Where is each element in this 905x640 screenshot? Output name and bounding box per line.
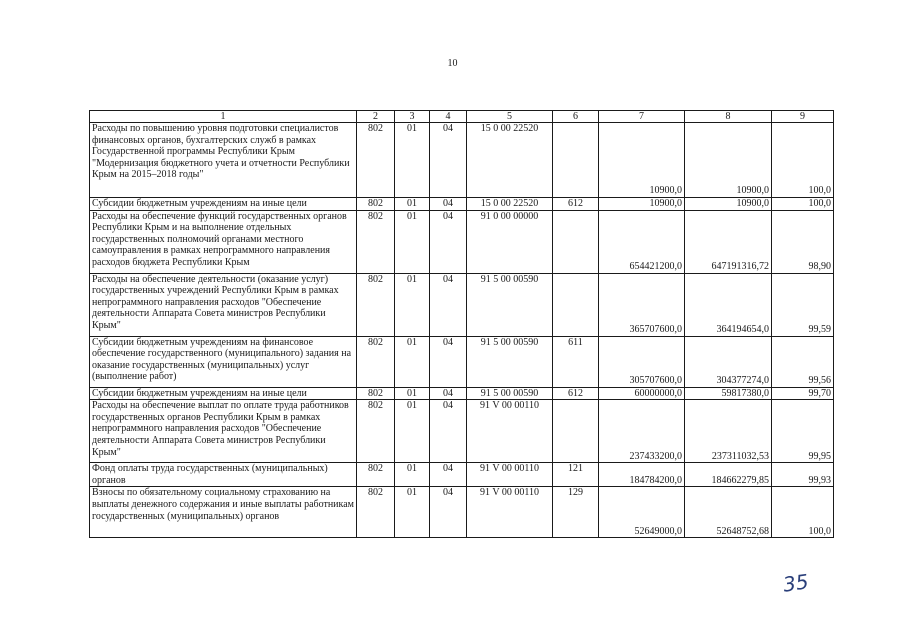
col-4-subsection: 04 [430, 336, 467, 387]
col-6-expense-type: 612 [553, 387, 599, 400]
col-5-target-article: 15 0 00 22520 [467, 123, 553, 198]
header-cell: 3 [395, 111, 430, 123]
col-4-subsection: 04 [430, 123, 467, 198]
col-4-subsection: 04 [430, 487, 467, 538]
col-4-subsection: 04 [430, 210, 467, 273]
col-2-code: 802 [357, 273, 395, 336]
col-9-percent: 99,95 [772, 400, 834, 463]
row-description: Расходы на обеспечение выплат по оплате труда работников государственных органов Республики Крым в рамках непрограммного направления расходов "Обеспечение деятельности Аппарата Совета министров Республики Крым" [90, 400, 357, 463]
handwritten-page-mark: 35 [781, 569, 810, 597]
col-7-planned: 52649000,0 [599, 487, 685, 538]
col-3-section: 01 [395, 123, 430, 198]
row-description: Расходы на обеспечение деятельности (оказание услуг) государственных учреждений Республики Крым в рамках непрограммного направления расходов "Обеспечение деятельности Аппарата Совета министров Республики Крым" [90, 273, 357, 336]
col-7-planned: 654421200,0 [599, 210, 685, 273]
row-description: Расходы по повышению уровня подготовки специалистов финансовых органов, бухгалтерских служб в рамках Государственной программы Республики Крым "Модернизация бюджетного учета и отчетности Республики Крым на 2015–2018 годы" [90, 123, 357, 198]
col-2-code: 802 [357, 123, 395, 198]
col-6-expense-type: 121 [553, 463, 599, 487]
col-8-executed: 10900,0 [685, 198, 772, 211]
header-cell: 1 [90, 111, 357, 123]
col-4-subsection: 04 [430, 400, 467, 463]
row-description: Взносы по обязательному социальному страхованию на выплаты денежного содержания и иные выплаты работникам государственных (муниципальных) органов [90, 487, 357, 538]
table-row [90, 273, 834, 336]
table-row [90, 123, 834, 198]
col-4-subsection: 04 [430, 198, 467, 211]
col-9-percent: 100,0 [772, 198, 834, 211]
col-7-planned: 305707600,0 [599, 336, 685, 387]
col-6-expense-type [553, 273, 599, 336]
col-7-planned: 237433200,0 [599, 400, 685, 463]
table-row [90, 400, 834, 463]
col-5-target-article: 91 0 00 00000 [467, 210, 553, 273]
header-cell: 7 [599, 111, 685, 123]
col-3-section: 01 [395, 463, 430, 487]
col-6-expense-type [553, 400, 599, 463]
col-5-target-article: 91 V 00 00110 [467, 487, 553, 538]
col-9-percent: 100,0 [772, 123, 834, 198]
row-description: Фонд оплаты труда государственных (муниципальных) органов [90, 463, 357, 487]
col-6-expense-type [553, 123, 599, 198]
col-8-executed: 52648752,68 [685, 487, 772, 538]
table-row [90, 336, 834, 387]
table-row [90, 210, 834, 273]
col-5-target-article: 91 V 00 00110 [467, 463, 553, 487]
col-7-planned: 60000000,0 [599, 387, 685, 400]
col-3-section: 01 [395, 487, 430, 538]
col-6-expense-type: 611 [553, 336, 599, 387]
col-4-subsection: 04 [430, 463, 467, 487]
col-8-executed: 59817380,0 [685, 387, 772, 400]
table-row [90, 387, 834, 400]
col-5-target-article: 91 5 00 00590 [467, 273, 553, 336]
col-9-percent: 100,0 [772, 487, 834, 538]
table-header-row [90, 111, 834, 123]
col-2-code: 802 [357, 487, 395, 538]
col-4-subsection: 04 [430, 387, 467, 400]
row-description: Субсидии бюджетным учреждениям на иные цели [90, 198, 357, 211]
col-9-percent: 99,56 [772, 336, 834, 387]
col-6-expense-type: 612 [553, 198, 599, 211]
col-8-executed: 364194654,0 [685, 273, 772, 336]
col-9-percent: 99,59 [772, 273, 834, 336]
col-7-planned: 10900,0 [599, 198, 685, 211]
col-2-code: 802 [357, 387, 395, 400]
budget-table [89, 110, 834, 538]
col-8-executed: 184662279,85 [685, 463, 772, 487]
col-5-target-article: 91 V 00 00110 [467, 400, 553, 463]
col-2-code: 802 [357, 400, 395, 463]
col-8-executed: 237311032,53 [685, 400, 772, 463]
col-5-target-article: 91 5 00 00590 [467, 387, 553, 400]
col-8-executed: 647191316,72 [685, 210, 772, 273]
col-3-section: 01 [395, 387, 430, 400]
col-4-subsection: 04 [430, 273, 467, 336]
col-3-section: 01 [395, 273, 430, 336]
page-number: 10 [447, 58, 458, 69]
header-cell: 2 [357, 111, 395, 123]
header-cell: 5 [467, 111, 553, 123]
col-7-planned: 184784200,0 [599, 463, 685, 487]
col-3-section: 01 [395, 210, 430, 273]
row-description: Субсидии бюджетным учреждениям на финансовое обеспечение государственного (муниципального) задания на оказание государственных (муниципальных) услуг (выполнение работ) [90, 336, 357, 387]
col-7-planned: 365707600,0 [599, 273, 685, 336]
header-cell: 8 [685, 111, 772, 123]
col-2-code: 802 [357, 210, 395, 273]
header-cell: 4 [430, 111, 467, 123]
row-description: Субсидии бюджетным учреждениям на иные цели [90, 387, 357, 400]
col-5-target-article: 91 5 00 00590 [467, 336, 553, 387]
col-7-planned: 10900,0 [599, 123, 685, 198]
col-9-percent: 99,70 [772, 387, 834, 400]
col-2-code: 802 [357, 463, 395, 487]
col-8-executed: 304377274,0 [685, 336, 772, 387]
col-9-percent: 99,93 [772, 463, 834, 487]
table-row [90, 198, 834, 211]
col-3-section: 01 [395, 336, 430, 387]
col-2-code: 802 [357, 336, 395, 387]
col-9-percent: 98,90 [772, 210, 834, 273]
col-8-executed: 10900,0 [685, 123, 772, 198]
header-cell: 9 [772, 111, 834, 123]
header-cell: 6 [553, 111, 599, 123]
col-5-target-article: 15 0 00 22520 [467, 198, 553, 211]
col-6-expense-type [553, 210, 599, 273]
table-row [90, 487, 834, 538]
col-6-expense-type: 129 [553, 487, 599, 538]
table-row [90, 463, 834, 487]
col-3-section: 01 [395, 198, 430, 211]
col-2-code: 802 [357, 198, 395, 211]
row-description: Расходы на обеспечение функций государственных органов Республики Крым и на выполнение отдельных государственных полномочий органами местного самоуправления в рамках непрограммного направления расходов бюджета Республики Крым [90, 210, 357, 273]
col-3-section: 01 [395, 400, 430, 463]
